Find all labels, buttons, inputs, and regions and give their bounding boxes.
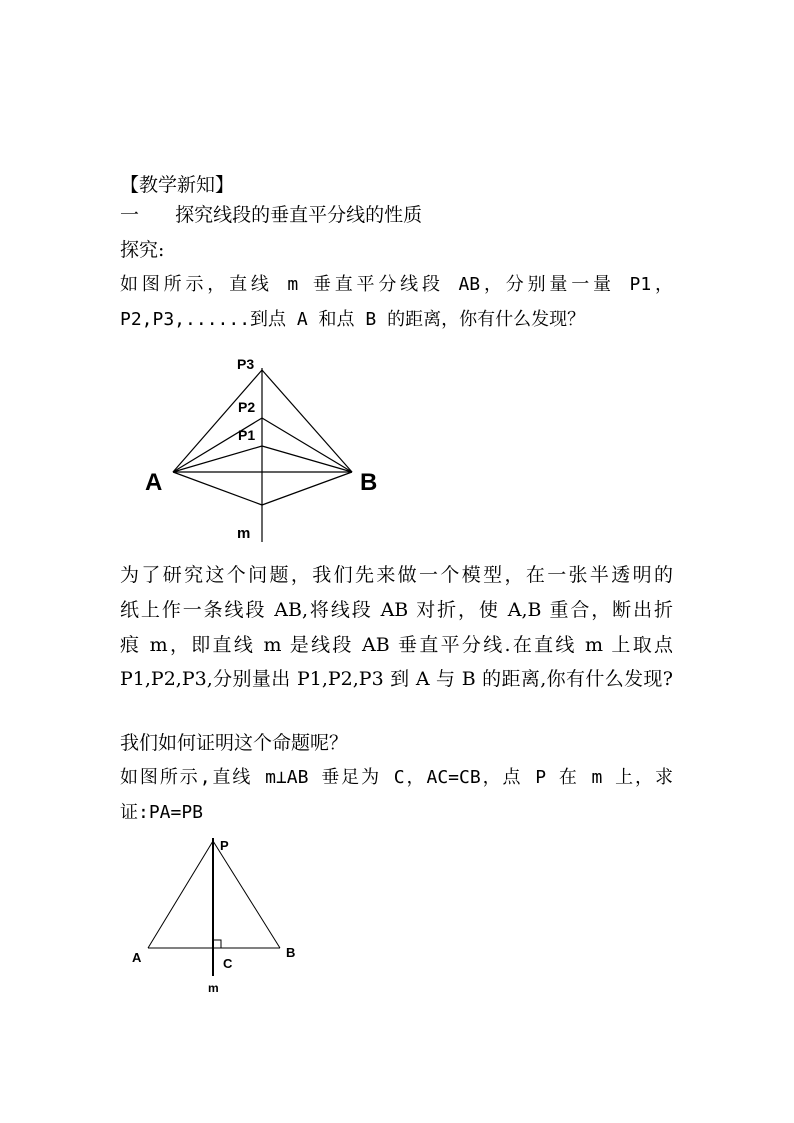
- section-title: 探究线段的垂直平分线的性质: [175, 204, 423, 226]
- proof-question: 我们如何证明这个命题呢？: [120, 732, 349, 754]
- model-text-line3: 痕 m，即直线 m 是线段 AB 垂直平分线.在直线 m 上取点: [120, 634, 673, 656]
- label-b-2: B: [286, 945, 296, 960]
- label-m-2: m: [208, 981, 219, 995]
- explore-label: 探究:: [120, 239, 165, 261]
- explore-text-line2: P2,P3,......到点 A 和点 B 的距离，你有什么发现？: [120, 309, 586, 330]
- model-text-line1: 为了研究这个问题，我们先来做一个模型，在一张半透明的: [120, 564, 673, 586]
- proof-text-line1: 如图所示,直线 m⊥AB 垂足为 C，AC=CB，点 P 在 m 上，求: [120, 767, 673, 788]
- label-p2: P2: [238, 399, 256, 415]
- segment-pb: [213, 841, 280, 948]
- model-text-line4: P1,P2,P3,分别量出 P1,P2,P3 到 A 与 B 的距离,你有什么发现?: [120, 668, 673, 690]
- label-c: C: [223, 956, 233, 971]
- section-number: 一: [120, 204, 140, 226]
- label-p1: P1: [238, 427, 256, 443]
- label-a-2: A: [132, 950, 142, 965]
- label-p3: P3: [237, 356, 255, 372]
- proof-text-line2: 证:PA=PB: [120, 802, 204, 823]
- segment-pa: [148, 841, 213, 948]
- label-b: B: [360, 469, 378, 496]
- label-p: P: [220, 838, 229, 853]
- right-angle-mark: [213, 940, 221, 948]
- section-header: 【教学新知】: [120, 174, 235, 196]
- model-text-line2: 纸上作一条线段 AB,将线段 AB 对折，使 A,B 重合，断出折: [120, 599, 673, 621]
- explore-text-line1: 如图所示，直线 m 垂直平分线段 AB，分别量一量 P1，: [120, 274, 673, 295]
- label-a: A: [145, 469, 163, 496]
- label-m: m: [237, 525, 251, 542]
